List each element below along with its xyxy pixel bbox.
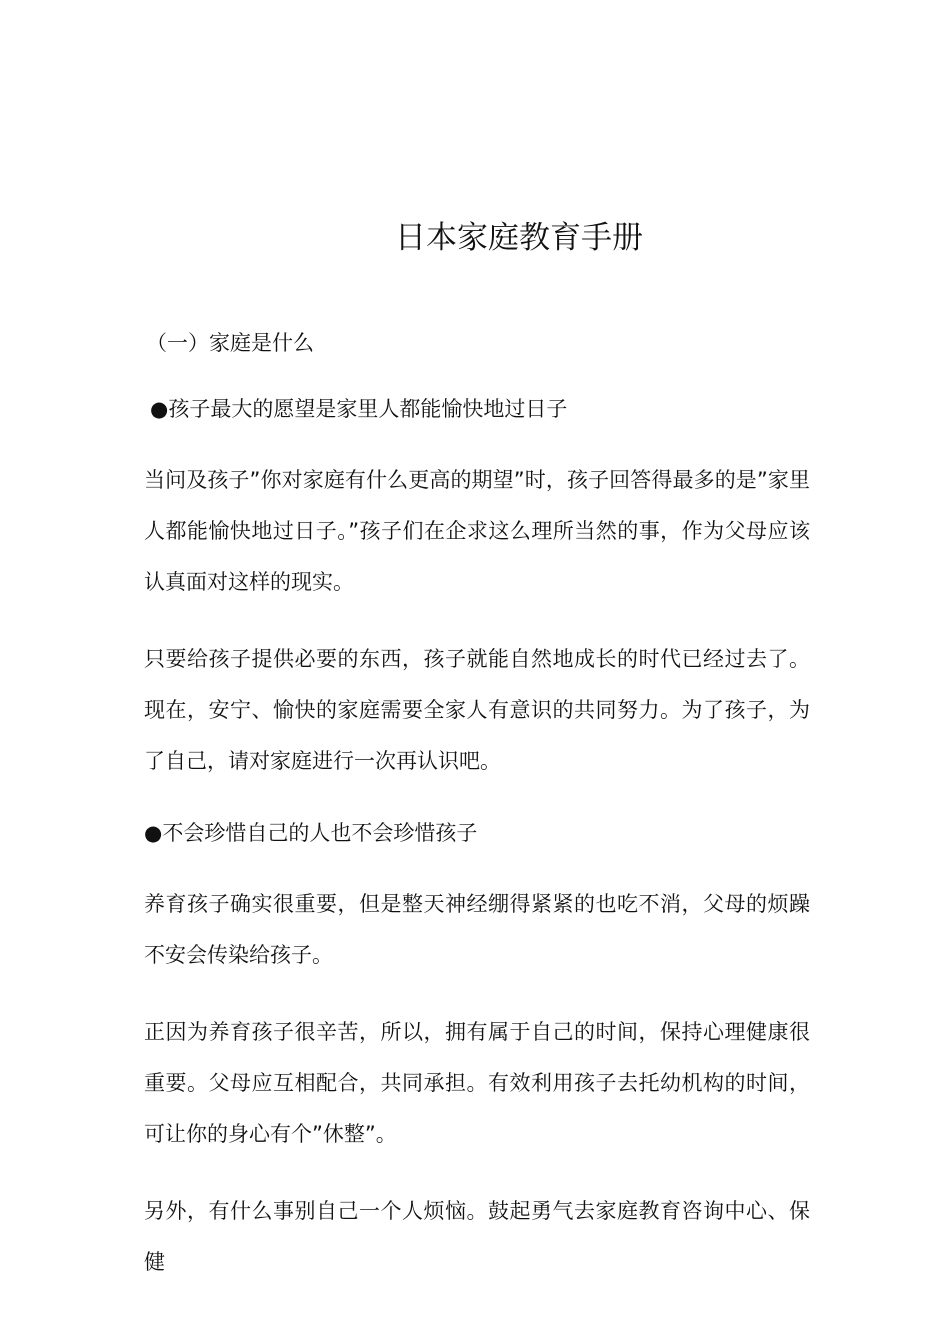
paragraph-own-time: 正因为养育孩子很辛苦，所以，拥有属于自己的时间，保持心理健康很重要。父母应互相配合，共同承担。有效利用孩子去托幼机构的时间，可让你的身心有个”休整”。: [144, 1020, 810, 1146]
bullet-heading-cherish-self: ●不会珍惜自己的人也不会珍惜孩子: [144, 821, 478, 845]
section-heading: （一）家庭是什么: [146, 331, 314, 355]
bullet-heading-wish: ●孩子最大的愿望是家里人都能愉快地过日子: [150, 397, 568, 421]
paragraph-seek-help: 另外，有什么事别自己一个人烦恼。鼓起勇气去家庭教育咨询中心、保健: [144, 1199, 810, 1274]
paragraph-family-expectation: 当问及孩子”你对家庭有什么更高的期望”时，孩子回答得最多的是”家里人都能愉快地过日子。”孩子们在企求这么理所当然的事，作为父母应该认真面对这样的现实。: [144, 468, 810, 594]
document-body: [144, 323, 810, 1288]
document-title: 日本家庭教育手册: [395, 220, 643, 256]
paragraph-parent-stress: 养育孩子确实很重要，但是整天神经绷得紧紧的也吃不消，父母的烦躁不安会传染给孩子。: [144, 892, 810, 967]
paragraph-era-passed: 只要给孩子提供必要的东西，孩子就能自然地成长的时代已经过去了。现在，安宁、愉快的家庭需要全家人有意识的共同努力。为了孩子，为了自己，请对家庭进行一次再认识吧。: [144, 647, 810, 773]
